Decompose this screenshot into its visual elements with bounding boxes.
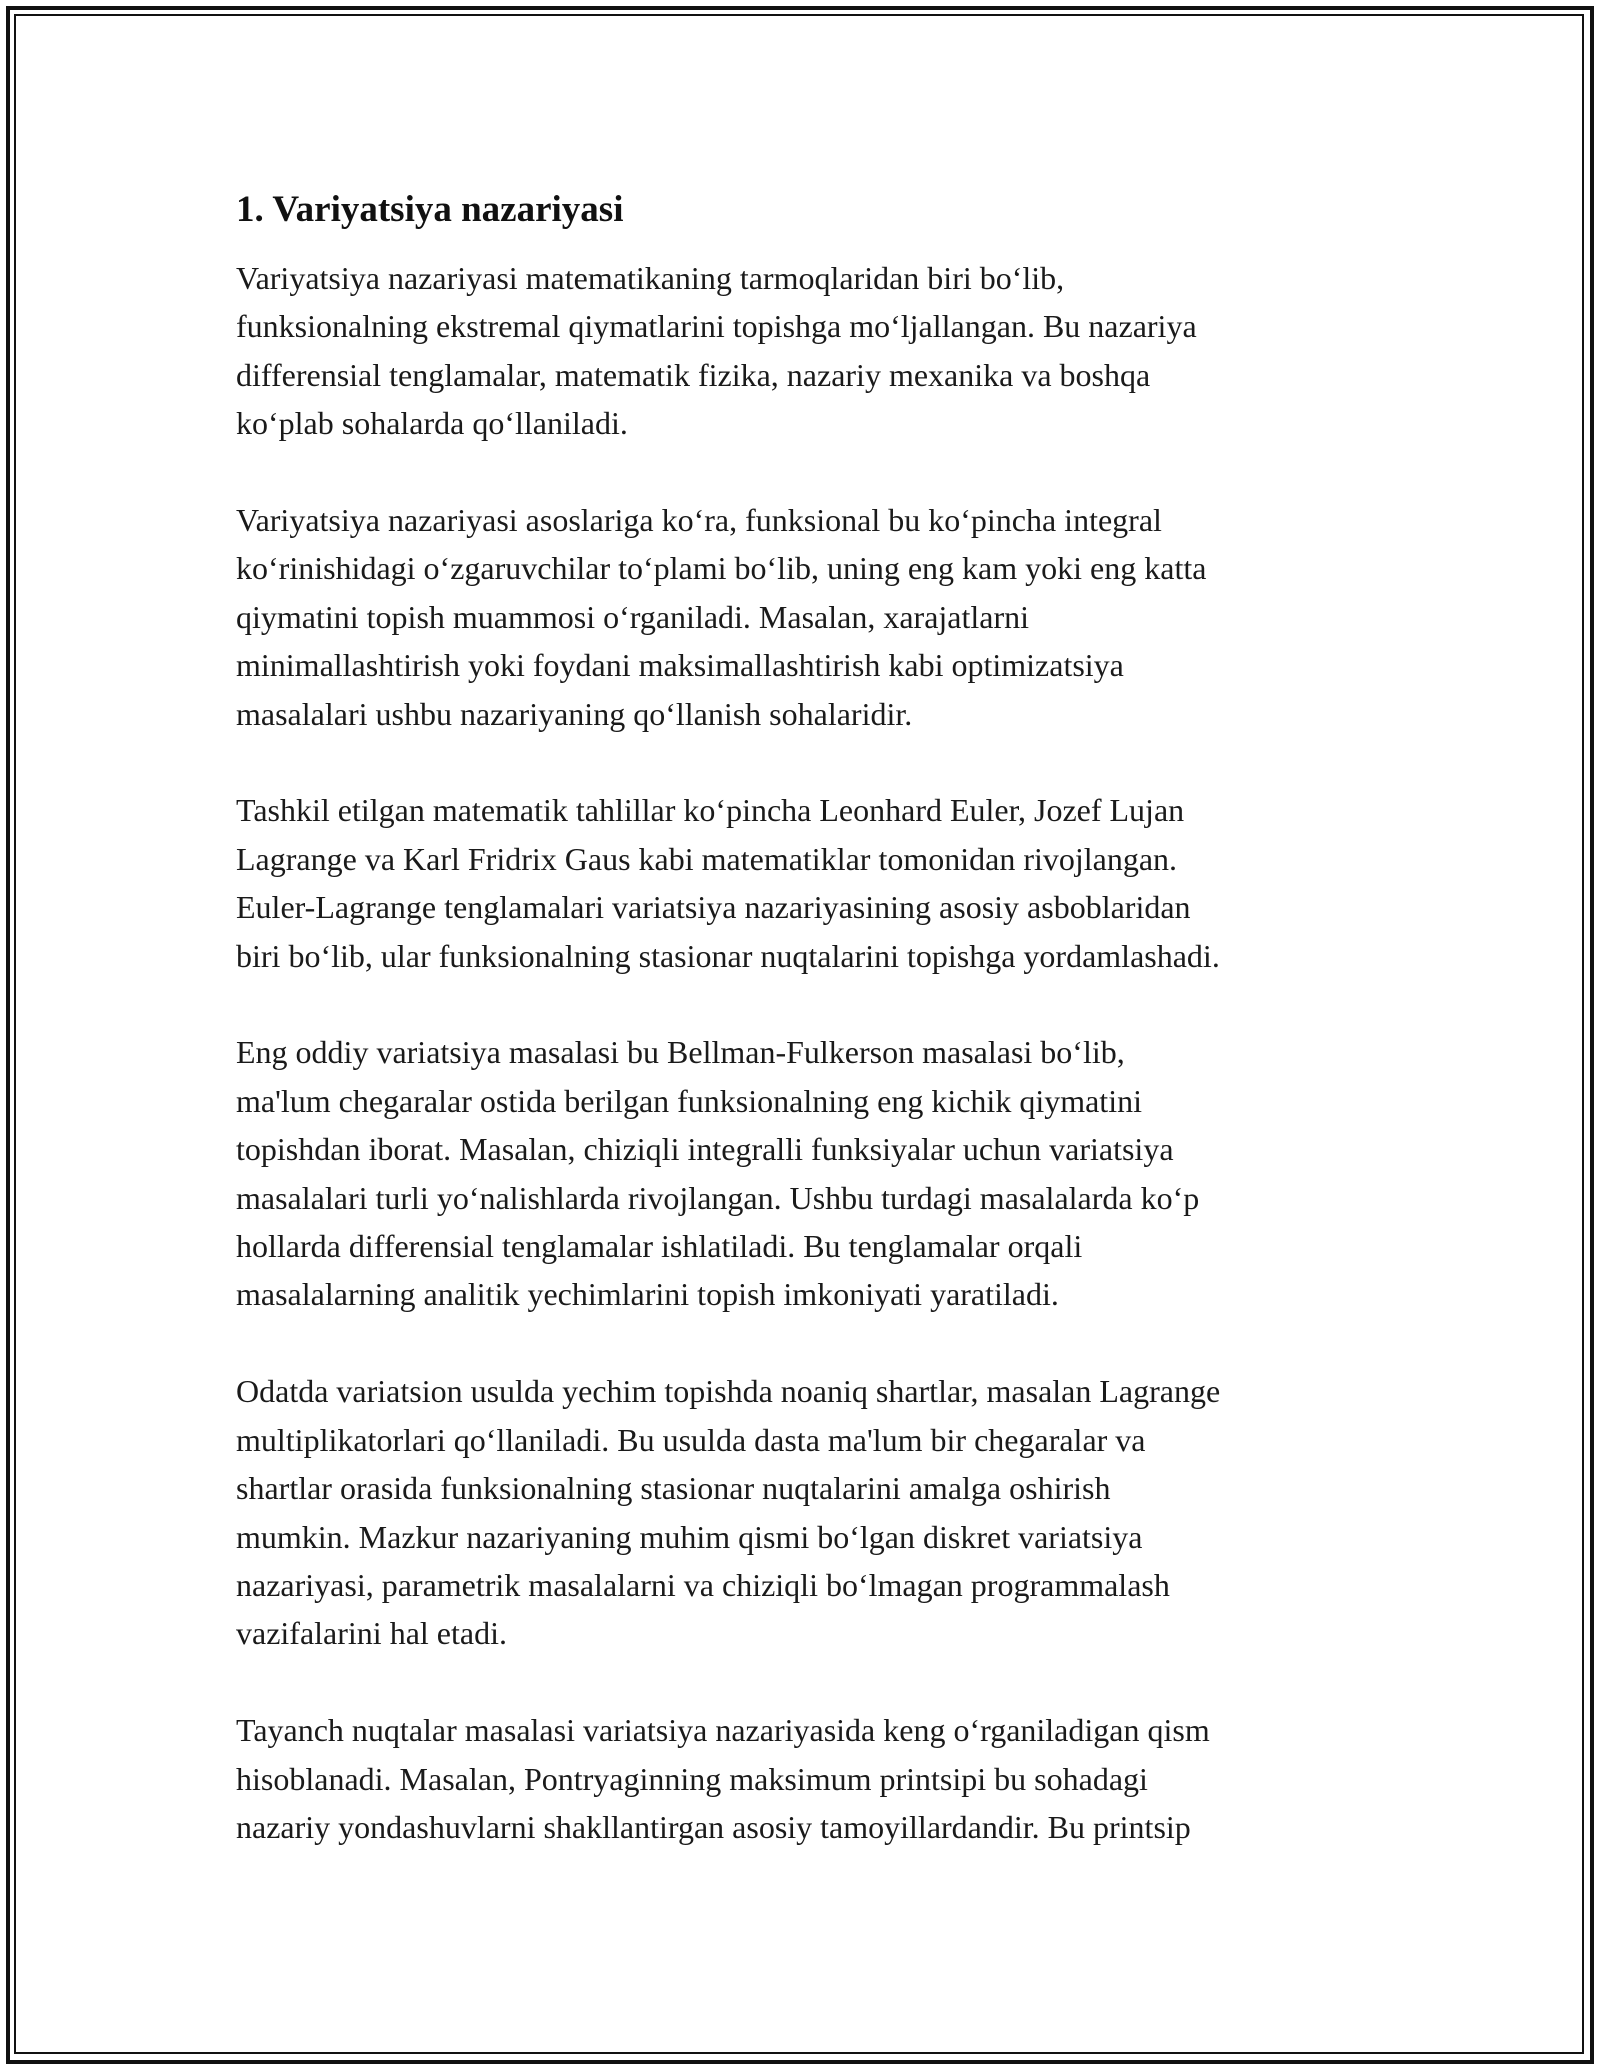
paragraph-3: Tashkil etilgan matematik tahlillar ko‘pincha Leonhard Euler, Jozef Lujan Lagrange va Karl Fridrix Gaus kabi matematiklar tomonidan rivojlangan. Euler-Lagrange tenglamalari variatsiya nazariyasining asosiy asboblaridan biri bo‘lib, ular funksionalning stasionar nuqtalarini topishga yordamlashadi. <box>236 792 1220 974</box>
document-body <box>236 186 1376 1900</box>
paragraph-1: Variyatsiya nazariyasi matematikaning tarmoqlaridan biri bo‘lib, funksionalning ekstremal qiymatlarini topishga mo‘ljallangan. Bu nazariya differensial tenglamalar, matematik fizika, nazariy mexanika va boshqa ko‘plab sohalarda qo‘llaniladi. <box>236 260 1197 442</box>
section-heading: 1. Variyatsiya nazariyasi <box>236 189 624 230</box>
paragraph-2: Variyatsiya nazariyasi asoslariga ko‘ra, funksional bu ko‘pincha integral ko‘rinishidagi o‘zgaruvchilar to‘plami bo‘lib, uning eng kam yoki eng katta qiymatini topish muammosi o‘rganiladi. Masalan, xarajatlarni minimallashtirish yoki foydani maksimallashtirish kabi optimizatsiya masalalari ushbu nazariyaning qo‘llanish sohalaridir. <box>236 502 1207 732</box>
paragraph-6: Tayanch nuqtalar masalasi variatsiya nazariyasida keng o‘rganiladigan qism hisoblanadi. Masalan, Pontryaginning maksimum printsipi bu sohadagi nazariy yondashuvlarni shakllantirgan asosiy tamoyillardandir. Bu printsip <box>236 1712 1210 1845</box>
paragraph-4: Eng oddiy variatsiya masalasi bu Bellman-Fulkerson masalasi bo‘lib, ma'lum chegaralar ostida berilgan funksionalning eng kichik qiymatini topishdan iborat. Masalan, chiziqli integralli funksiyalar uchun variatsiya masalalari turli yo‘nalishlarda rivojlangan. Ushbu turdagi masalalarda ko‘p hollarda differensial tenglamalar ishlatiladi. Bu tenglamalar orqali masalalarning analitik yechimlarini topish imkoniyati yaratiladi. <box>236 1034 1200 1313</box>
paragraph-5: Odatda variatsion usulda yechim topishda noaniq shartlar, masalan Lagrange multiplikatorlari qo‘llaniladi. Bu usulda dasta ma'lum bir chegaralar va shartlar orasida funksionalning stasionar nuqtalarini amalga oshirish mumkin. Mazkur nazariyaning muhim qismi bo‘lgan diskret variatsiya nazariyasi, parametrik masalalarni va chiziqli bo‘lmagan programmalash vazifalarini hal etadi. <box>236 1373 1221 1652</box>
